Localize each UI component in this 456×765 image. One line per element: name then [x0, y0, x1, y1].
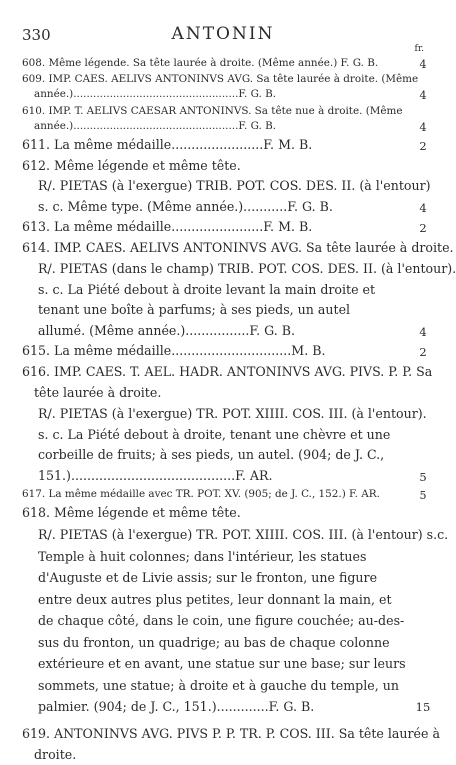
entry-value: 4 — [412, 120, 434, 135]
entry-line: palmier. (904; de J. C., 151.).............F. G. B. — [38, 696, 402, 718]
value-column-label: fr. — [414, 44, 424, 54]
entry-line: 617. La même médaille avec TR. POT. XV. (905; de J. C., 152.) F. AR. — [22, 487, 402, 502]
entry-line: 613. La même médaille.......................F. M. B. — [22, 217, 402, 238]
entry-line: année.)..................................................F. G. B. — [22, 119, 402, 134]
entry-value: 2 — [412, 342, 434, 363]
entry-line: 611. La même médaille.......................F. M. B. — [22, 135, 402, 156]
entry-line: R/. PIETAS (à l'exergue) TR. POT. XIIII. COS. III. (à l'entour) s.c. — [38, 524, 402, 546]
entry-line: extérieure et en avant, une statue sur une base; sur leurs — [38, 653, 402, 675]
catalogue-entry — [22, 156, 402, 177]
entry-line: 608. Même légende. Sa tête laurée à droite. (Même année.) F. G. B. — [22, 56, 402, 71]
entry-value: 5 — [412, 467, 434, 488]
entry-line: sommets, une statue; à droite et à gauche du temple, un — [38, 675, 402, 697]
entry-line: de chaque côté, dans le coin, une figure couchée; au-des- — [38, 610, 402, 632]
entry-line: tenant une boîte à parfums; à ses pieds, un autel — [38, 300, 402, 321]
entry-line: sus du fronton, un quadrige; au bas de chaque colonne — [38, 632, 402, 654]
entry-line: corbeille de fruits; à ses pieds, un autel. (904; de J. C., — [38, 445, 402, 466]
entry-line: tête laurée à droite. — [22, 383, 402, 404]
entry-line: s. c. La Piété debout à droite levant la main droite et — [38, 280, 402, 301]
catalogue-entry — [38, 524, 402, 718]
entry-line: s. c. Même type. (Même année.)...........F. G. B. — [38, 197, 402, 218]
catalogue-entry — [22, 362, 402, 403]
entry-line: R/. PIETAS (dans le champ) TRIB. POT. COS. DES. II. (à l'entour). — [38, 259, 402, 280]
entry-value: 5 — [412, 488, 434, 503]
page-number: 330 — [22, 26, 51, 44]
catalogue-entry — [38, 404, 402, 486]
entry-line: R/. PIETAS (à l'exergue) TRIB. POT. COS. DES. II. (à l'entour) — [38, 176, 402, 197]
entry-line: 615. La même médaille..............................M. B. — [22, 341, 402, 362]
catalogue-entry — [22, 217, 402, 238]
entry-line: 612. Même légende et même tête. — [22, 156, 402, 177]
entry-line: d'Auguste et de Livie assis; sur le fronton, une figure — [38, 567, 402, 589]
entry-line: 619. ANTONINVS AVG. PIVS P. P. TR. P. COS. III. Sa tête laurée à — [22, 724, 402, 745]
entry-line: 151.).........................................F. AR. — [38, 466, 402, 487]
entry-line: 614. IMP. CAES. AELIVS ANTONINVS AVG. Sa tête laurée à droite. — [22, 238, 402, 259]
entry-line: allumé. (Même année.)................F. G. B. — [38, 321, 402, 342]
catalogue-entry — [22, 341, 402, 362]
running-title: ANTONIN — [0, 24, 446, 44]
catalogue-entry — [22, 238, 402, 259]
entry-value: 4 — [412, 322, 434, 343]
entry-value: 15 — [412, 697, 434, 719]
entry-line: entre deux autres plus petites, leur donnant la main, et — [38, 589, 402, 611]
catalogue-entry — [38, 176, 402, 217]
entry-line: s. c. La Piété debout à droite, tenant une chèvre et une — [38, 425, 402, 446]
catalogue-entry — [22, 135, 402, 156]
entry-value: 2 — [412, 218, 434, 239]
catalogue-entry — [38, 259, 402, 341]
entry-line: 609. IMP. CAES. AELIVS ANTONINVS AVG. Sa tête laurée à droite. (Même — [22, 72, 402, 87]
catalogue-entry — [22, 104, 402, 134]
entry-value: 2 — [412, 136, 434, 157]
catalogue-entry — [22, 487, 402, 502]
catalogue-entry — [22, 724, 402, 765]
catalogue-entry — [22, 56, 402, 71]
entry-line: 618. Même légende et même tête. — [22, 503, 402, 524]
entry-line: 610. IMP. T. AELIVS CAESAR ANTONINVS. Sa tête nue à droite. (Même — [22, 104, 402, 119]
entry-value: 4 — [412, 198, 434, 219]
entry-value: 4 — [412, 88, 434, 103]
entry-line: droite. — [22, 745, 402, 765]
entry-line: 616. IMP. CAES. T. AEL. HADR. ANTONINVS AVG. PIVS. P. P. Sa — [22, 362, 402, 383]
entry-line: Temple à huit colonnes; dans l'intérieur, les statues — [38, 546, 402, 568]
catalogue-entry — [22, 72, 402, 102]
entry-line: année.)..................................................F. G. B. — [22, 87, 402, 102]
entry-value: 4 — [412, 57, 434, 72]
entry-line: R/. PIETAS (à l'exergue) TR. POT. XIIII. COS. III. (à l'entour). — [38, 404, 402, 425]
catalogue-entry — [22, 503, 402, 524]
